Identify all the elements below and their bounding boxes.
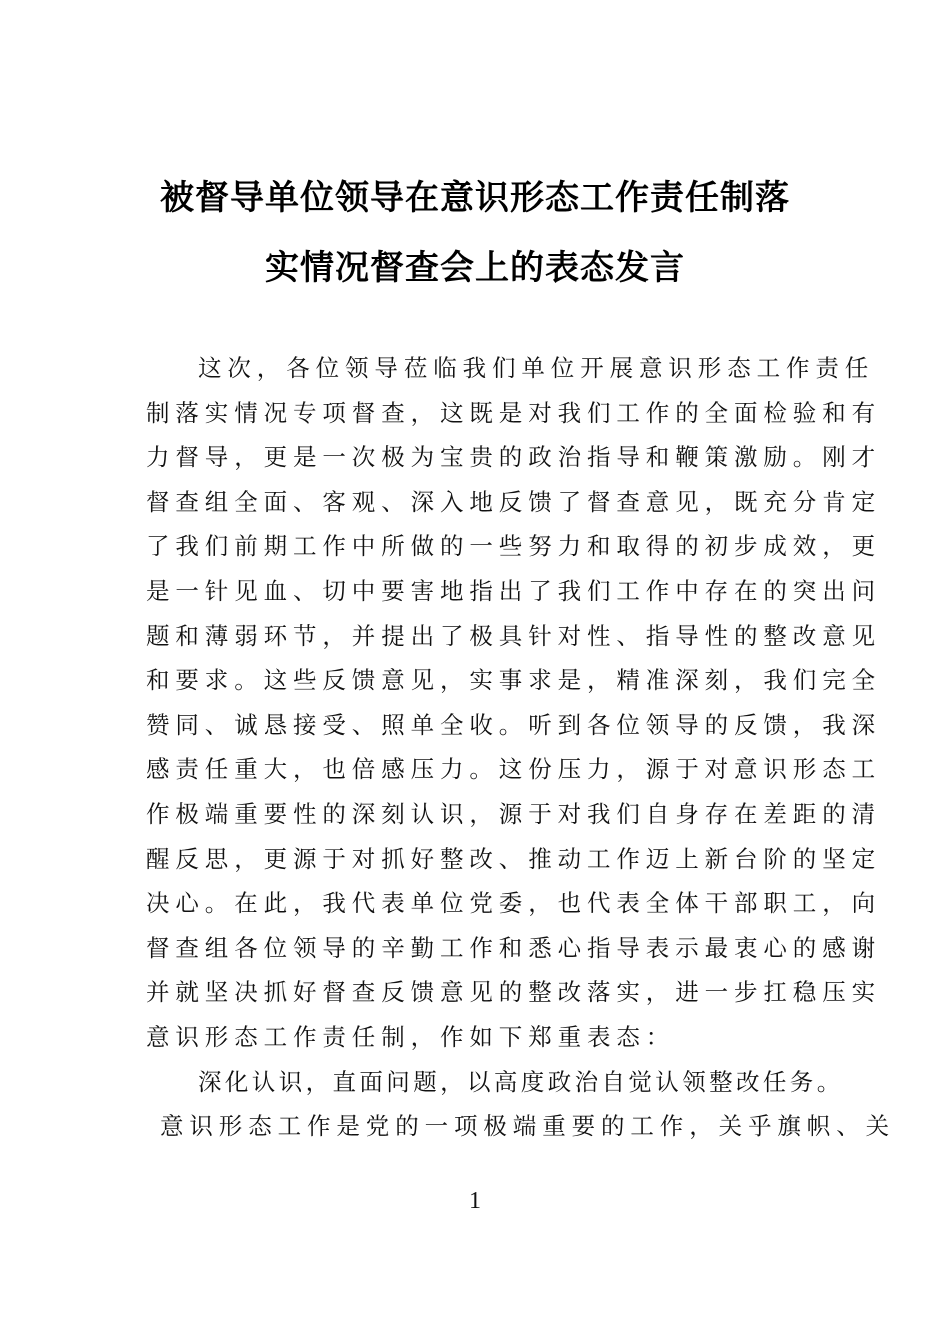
document-title-line-2: 实情况督查会上的表态发言	[265, 248, 685, 288]
body-line: 意识形态工作是党的一项极端重要的工作，关乎旗帜、关	[160, 1112, 895, 1141]
body-line: 决心。在此，我代表单位党委，也代表全体干部职工，向	[146, 889, 881, 918]
body-line: 督查组各位领导的辛勤工作和悉心指导表示最衷心的感谢	[146, 933, 881, 962]
body-line: 力督导，更是一次极为宝贵的政治指导和鞭策激励。刚才	[146, 443, 881, 472]
body-line: 制落实情况专项督查，这既是对我们工作的全面检验和有	[146, 398, 881, 427]
body-line: 意识形态工作责任制，作如下郑重表态：	[146, 1022, 676, 1051]
document-title-line-1: 被督导单位领导在意识形态工作责任制落	[160, 178, 790, 218]
body-line: 是一针见血、切中要害地指出了我们工作中存在的突出问	[146, 576, 881, 605]
body-line: 感责任重大，也倍感压力。这份压力，源于对意识形态工	[146, 755, 881, 784]
body-line: 这次，各位领导莅临我们单位开展意识形态工作责任	[198, 354, 875, 382]
section-heading: 深化认识，直面问题，以高度政治自觉认领整改任务。	[198, 1067, 844, 1096]
document-body	[146, 346, 895, 1149]
body-line: 并就坚决抓好督查反馈意见的整改落实，进一步扛稳压实	[146, 978, 881, 1007]
body-line: 赞同、诚恳接受、照单全收。听到各位领导的反馈，我深	[146, 710, 881, 739]
body-line: 醒反思，更源于对抓好整改、推动工作迈上新台阶的坚定	[146, 844, 881, 873]
page-number: 1	[469, 1188, 481, 1214]
body-line: 了我们前期工作中所做的一些努力和取得的初步成效，更	[146, 532, 881, 561]
body-line: 督查组全面、客观、深入地反馈了督查意见，既充分肯定	[146, 487, 881, 516]
body-line: 作极端重要性的深刻认识，源于对我们自身存在差距的清	[146, 799, 881, 828]
body-line: 和要求。这些反馈意见，实事求是，精准深刻，我们完全	[146, 666, 881, 695]
body-line: 题和薄弱环节，并提出了极具针对性、指导性的整改意见	[146, 621, 881, 650]
